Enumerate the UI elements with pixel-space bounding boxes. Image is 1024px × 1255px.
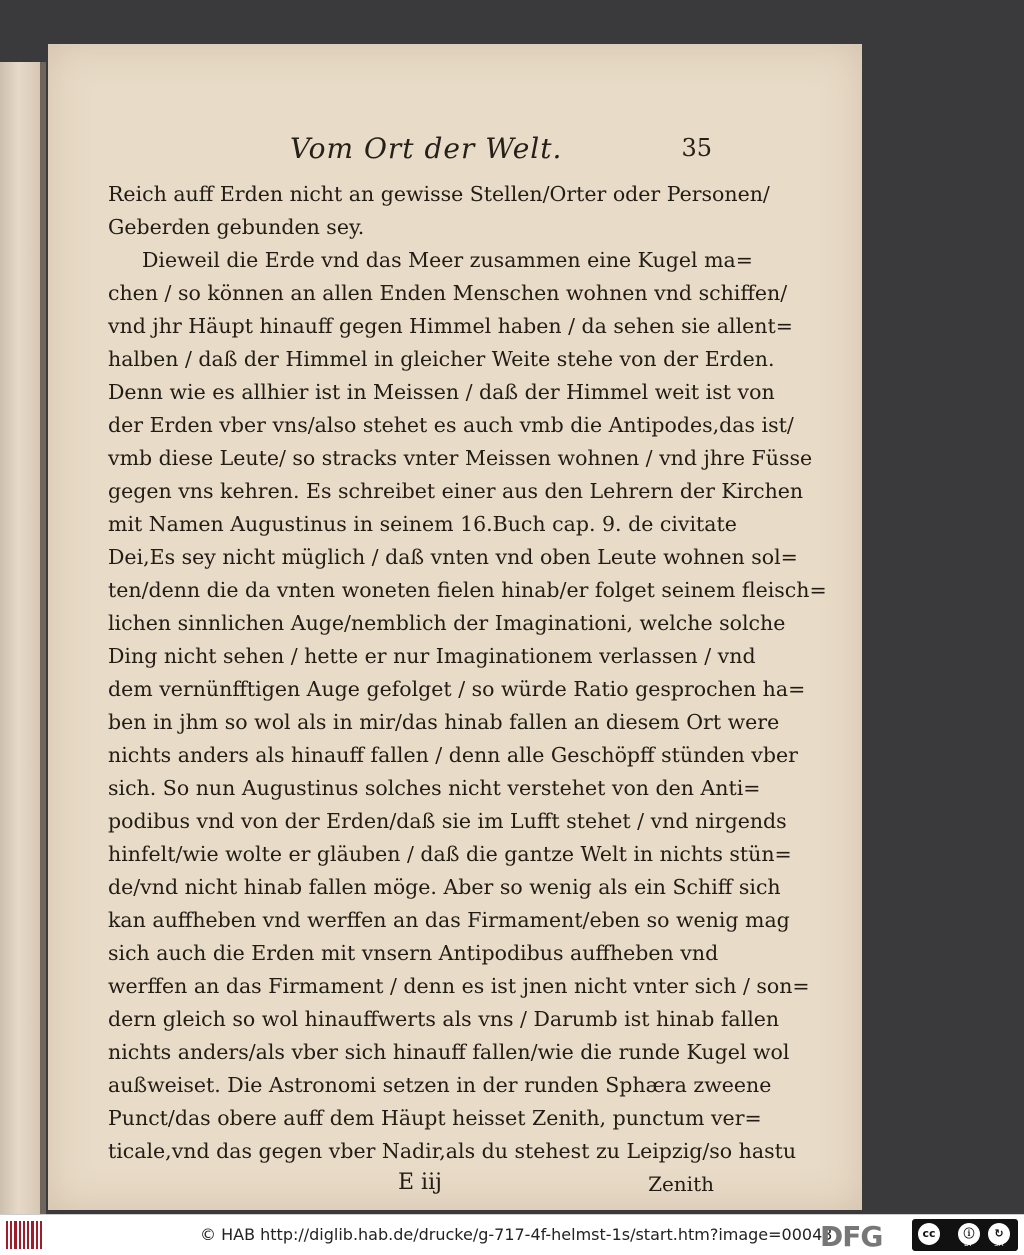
running-head: [108, 132, 712, 174]
text-line: ticale,vnd das gegen vber Nadir,als du stehest zu Leipzig/so hastu: [108, 1139, 797, 1163]
hab-barcode-icon: [6, 1221, 42, 1249]
text-line: kan auffheben vnd werffen an das Firmament/eben so wenig mag: [108, 908, 790, 932]
text-line: nichts anders als hinauff fallen / denn alle Geschöpff stünden vber: [108, 743, 798, 767]
text-line: mit Namen Augustinus in seinem 16.Buch cap. 9. de civitate: [108, 512, 737, 536]
text-line: dem vernünfftigen Auge gefolget / so würde Ratio gesprochen ha=: [108, 677, 806, 701]
dfg-logo[interactable]: DFG: [820, 1220, 883, 1253]
page-content: [108, 132, 827, 1204]
text-line: außweiset. Die Astronomi setzen in der runden Sphæra zweene: [108, 1073, 772, 1097]
page-footer: [108, 1170, 714, 1204]
text-line: ten/denn die da vnten woneten fielen hinab/er folget seinem fleisch=: [108, 578, 827, 602]
text-line: ben in jhm so wol als in mir/das hinab fallen an diesem Ort were: [108, 710, 780, 734]
text-line: Denn wie es allhier ist in Meissen / daß der Himmel weit ist von: [108, 380, 775, 404]
sa-icon: ↻: [988, 1223, 1010, 1245]
by-icon: ⓘ: [958, 1223, 980, 1245]
scanned-page: [48, 44, 862, 1210]
page-number: 35: [681, 134, 712, 162]
text-line: sich auch die Erden mit vnsern Antipodibus auffheben vnd: [108, 941, 719, 965]
text-line: Dieweil die Erde vnd das Meer zusammen eine Kugel ma=: [142, 248, 753, 272]
catchword: Zenith: [648, 1172, 714, 1196]
cc-license-badge[interactable]: [912, 1219, 1018, 1251]
book-gutter: [40, 62, 46, 1214]
text-line: lichen sinnlichen Auge/nemblich der Imaginationi, welche solche: [108, 611, 786, 635]
text-line: nichts anders/als vber sich hinauff fallen/wie die runde Kugel wol: [108, 1040, 790, 1064]
text-line: der Erden vber vns/also stehet es auch vmb die Antipodes,das ist/: [108, 413, 794, 437]
viewer-footer-bar: [0, 1214, 1024, 1255]
text-line: vnd jhr Häupt hinauff gegen Himmel haben / da sehen sie allent=: [108, 314, 793, 338]
text-line: halben / daß der Himmel in gleicher Weite stehe von der Erden.: [108, 347, 775, 371]
text-line: Dei,Es sey nicht müglich / daß vnten vnd oben Leute wohnen sol=: [108, 545, 798, 569]
text-line: Geberden gebunden sey.: [108, 215, 365, 239]
cc-by-label: BY: [964, 1240, 973, 1248]
running-title: Vom Ort der Welt.: [290, 132, 563, 165]
text-line: Reich auff Erden nicht an gewisse Stellen/Orter oder Personen/: [108, 182, 770, 206]
text-line: Punct/das obere auff dem Häupt heisset Zenith, punctum ver=: [108, 1106, 762, 1130]
text-line: sich. So nun Augustinus solches nicht verstehet von den Anti=: [108, 776, 761, 800]
text-line: chen / so können an allen Enden Menschen wohnen vnd schiffen/: [108, 281, 788, 305]
cc-sa-label: SA: [994, 1240, 1004, 1248]
text-line: dern gleich so wol hinauffwerts als vns / Darumb ist hinab fallen: [108, 1007, 780, 1031]
signature-mark: E iij: [398, 1170, 442, 1195]
text-line: werffen an das Firmament / denn es ist jnen nicht vnter sich / son=: [108, 974, 810, 998]
text-line: Ding nicht sehen / hette er nur Imaginationem verlassen / vnd: [108, 644, 756, 668]
text-line: hinfelt/wie wolte er gläuben / daß die gantze Welt in nichts stün=: [108, 842, 792, 866]
copyright-link[interactable]: © HAB http://diglib.hab.de/drucke/g-717-4f-helmst-1s/start.htm?image=00043: [200, 1225, 833, 1244]
text-line: de/vnd nicht hinab fallen möge. Aber so wenig als ein Schiff sich: [108, 875, 781, 899]
text-line: vmb diese Leute/ so stracks vnter Meissen wohnen / vnd jhre Füsse: [108, 446, 813, 470]
text-line: gegen vns kehren. Es schreibet einer aus den Lehrern der Kirchen: [108, 479, 804, 503]
text-line: podibus vnd von der Erden/daß sie im Lufft stehet / vnd nirgends: [108, 809, 787, 833]
body-text: [108, 178, 827, 1168]
cc-icon: cc: [918, 1223, 940, 1245]
